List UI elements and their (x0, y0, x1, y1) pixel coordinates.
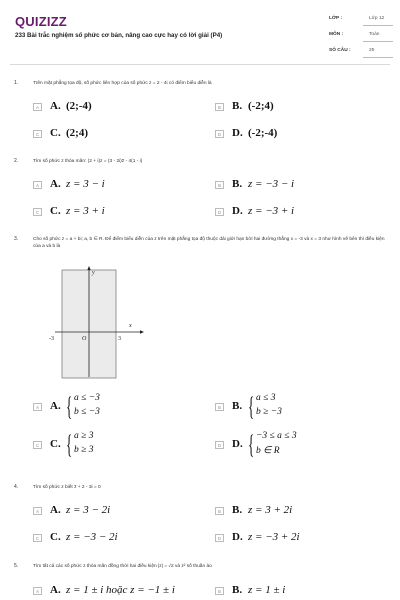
option-letter: B. (232, 100, 243, 112)
option-box[interactable]: B (215, 103, 224, 111)
option-letter: A. (50, 100, 61, 112)
y-arrow-icon (87, 266, 90, 270)
option-box[interactable]: A (33, 181, 42, 189)
meta-value: 25 (369, 48, 375, 53)
y-axis-label: y (92, 270, 95, 276)
question-number: 1. (14, 80, 19, 86)
system-line-2: b ≥ 3 (74, 445, 94, 455)
system-line-2: b ∈ R (256, 446, 280, 456)
header (0, 0, 400, 62)
option-box[interactable]: C (33, 534, 42, 542)
option-letter: D. (232, 205, 243, 217)
system-line-1: −3 ≤ a ≤ 3 (256, 431, 297, 441)
option-value: z = 3 + i (66, 205, 105, 217)
origin-label: O (82, 336, 87, 342)
option-box[interactable]: B (215, 181, 224, 189)
option-box[interactable]: D (215, 208, 224, 216)
option-value: z = −3 − 2i (66, 531, 118, 543)
meta-underline (363, 57, 393, 58)
question-text: Tìm tất cả các số phức z thỏa mãn đồng thời hai điều kiện |z| = √2 và z² số thuần ảo (33, 564, 212, 569)
tick-label-left: -3 (49, 336, 54, 342)
option-box[interactable]: A (33, 587, 42, 595)
question-number: 3. (14, 236, 19, 242)
meta-key: MÔN : (329, 32, 344, 37)
option-box[interactable]: C (33, 208, 42, 216)
option-value: (-2;4) (248, 100, 274, 112)
option-letter: B. (232, 400, 243, 412)
option-box[interactable]: C (33, 441, 42, 449)
option-box[interactable]: A (33, 103, 42, 111)
option-letter: B. (232, 504, 243, 516)
option-letter: A. (50, 584, 61, 596)
option-value: z = 1 ± i (248, 584, 286, 596)
question-text: Tìm số phức z thỏa mãn: (2 + i)z = (3 - 2i)z̄ - 4(1 - i) (33, 159, 143, 164)
system-line-1: a ≤ 3 (256, 393, 276, 403)
tick-label-right: 3 (118, 336, 121, 342)
meta-value: Toán (369, 32, 380, 37)
option-value: (2;4) (66, 127, 88, 139)
option-letter: D. (232, 127, 243, 139)
option-value: z = 3 − 2i (66, 504, 111, 516)
option-letter: C. (50, 531, 61, 543)
meta-value: Lớp 12 (369, 16, 385, 21)
meta-row-grade (325, 13, 393, 29)
option-box[interactable]: B (215, 403, 224, 411)
question-text: Cho số phức z = a + bi; a, b ∈ R. Để điểm biểu diễn của z trên mặt phẳng tọa độ thuộc dải giới hạn bởi hai đường thẳng x = -3 và x = 3 như hình vẽ bên thì điều kiện của a và b là (33, 237, 385, 249)
option-letter: C. (50, 438, 61, 450)
option-box[interactable]: D (215, 130, 224, 138)
option-letter: B. (232, 178, 243, 190)
meta-key: LỚP : (329, 16, 343, 21)
system-line-1: a ≤ −3 (74, 393, 100, 403)
option-letter: A. (50, 178, 61, 190)
brace-glyph: { (66, 392, 73, 421)
meta-key: SỐ CÂU : (329, 48, 351, 53)
question-number: 5. (14, 563, 19, 569)
option-box[interactable]: A (33, 507, 42, 515)
system-line-2: b ≥ −3 (256, 407, 282, 417)
system-line-2: b ≤ −3 (74, 407, 100, 417)
option-letter: D. (232, 438, 243, 450)
option-value: z = −3 − i (248, 178, 295, 190)
brace-glyph: { (248, 392, 255, 421)
meta-underline (363, 41, 393, 42)
option-value: (-2;-4) (248, 127, 278, 139)
option-value: z = 3 − i (66, 178, 105, 190)
option-box[interactable]: A (33, 403, 42, 411)
option-letter: B. (232, 584, 243, 596)
option-letter: C. (50, 205, 61, 217)
question-text: Trên mặt phẳng tọa độ, số phức liên hợp của số phức z = 2 - 4i có điểm biểu diễn là (33, 81, 212, 86)
option-value: z = −3 + i (248, 205, 295, 217)
meta-panel (325, 13, 393, 61)
option-box[interactable]: C (33, 130, 42, 138)
option-box[interactable]: B (215, 507, 224, 515)
meta-row-count (325, 45, 393, 61)
question-number: 2. (14, 158, 19, 164)
x-arrow-icon (140, 330, 144, 333)
question-number: 4. (14, 484, 19, 490)
option-letter: A. (50, 400, 61, 412)
option-value: (2;-4) (66, 100, 92, 112)
option-value: z = −3 + 2i (248, 531, 300, 543)
meta-row-subject (325, 29, 393, 45)
question-text: Tìm số phức z biết z̄ + 2 - 3i = 0 (33, 485, 101, 490)
option-value: z = 3 + 2i (248, 504, 293, 516)
option-box[interactable]: D (215, 441, 224, 449)
option-letter: C. (50, 127, 61, 139)
meta-underline (363, 25, 393, 26)
brace-glyph: { (66, 430, 73, 459)
option-letter: D. (232, 531, 243, 543)
document-title: 233 Bài trắc nghiệm số phức cơ bản, nâng cao cực hay có lời giải (P4) (15, 32, 223, 39)
option-box[interactable]: B (215, 587, 224, 595)
header-divider (10, 64, 390, 65)
system-line-1: a ≥ 3 (74, 431, 94, 441)
x-axis-label: x (129, 323, 132, 329)
option-box[interactable]: D (215, 534, 224, 542)
brace-glyph: { (248, 430, 255, 459)
quizizz-logo: QUIZIZZ (15, 14, 67, 29)
option-letter: A. (50, 504, 61, 516)
option-value: z = 1 ± i hoặc z = −1 ± i (66, 584, 175, 596)
strip-graph (49, 265, 145, 380)
